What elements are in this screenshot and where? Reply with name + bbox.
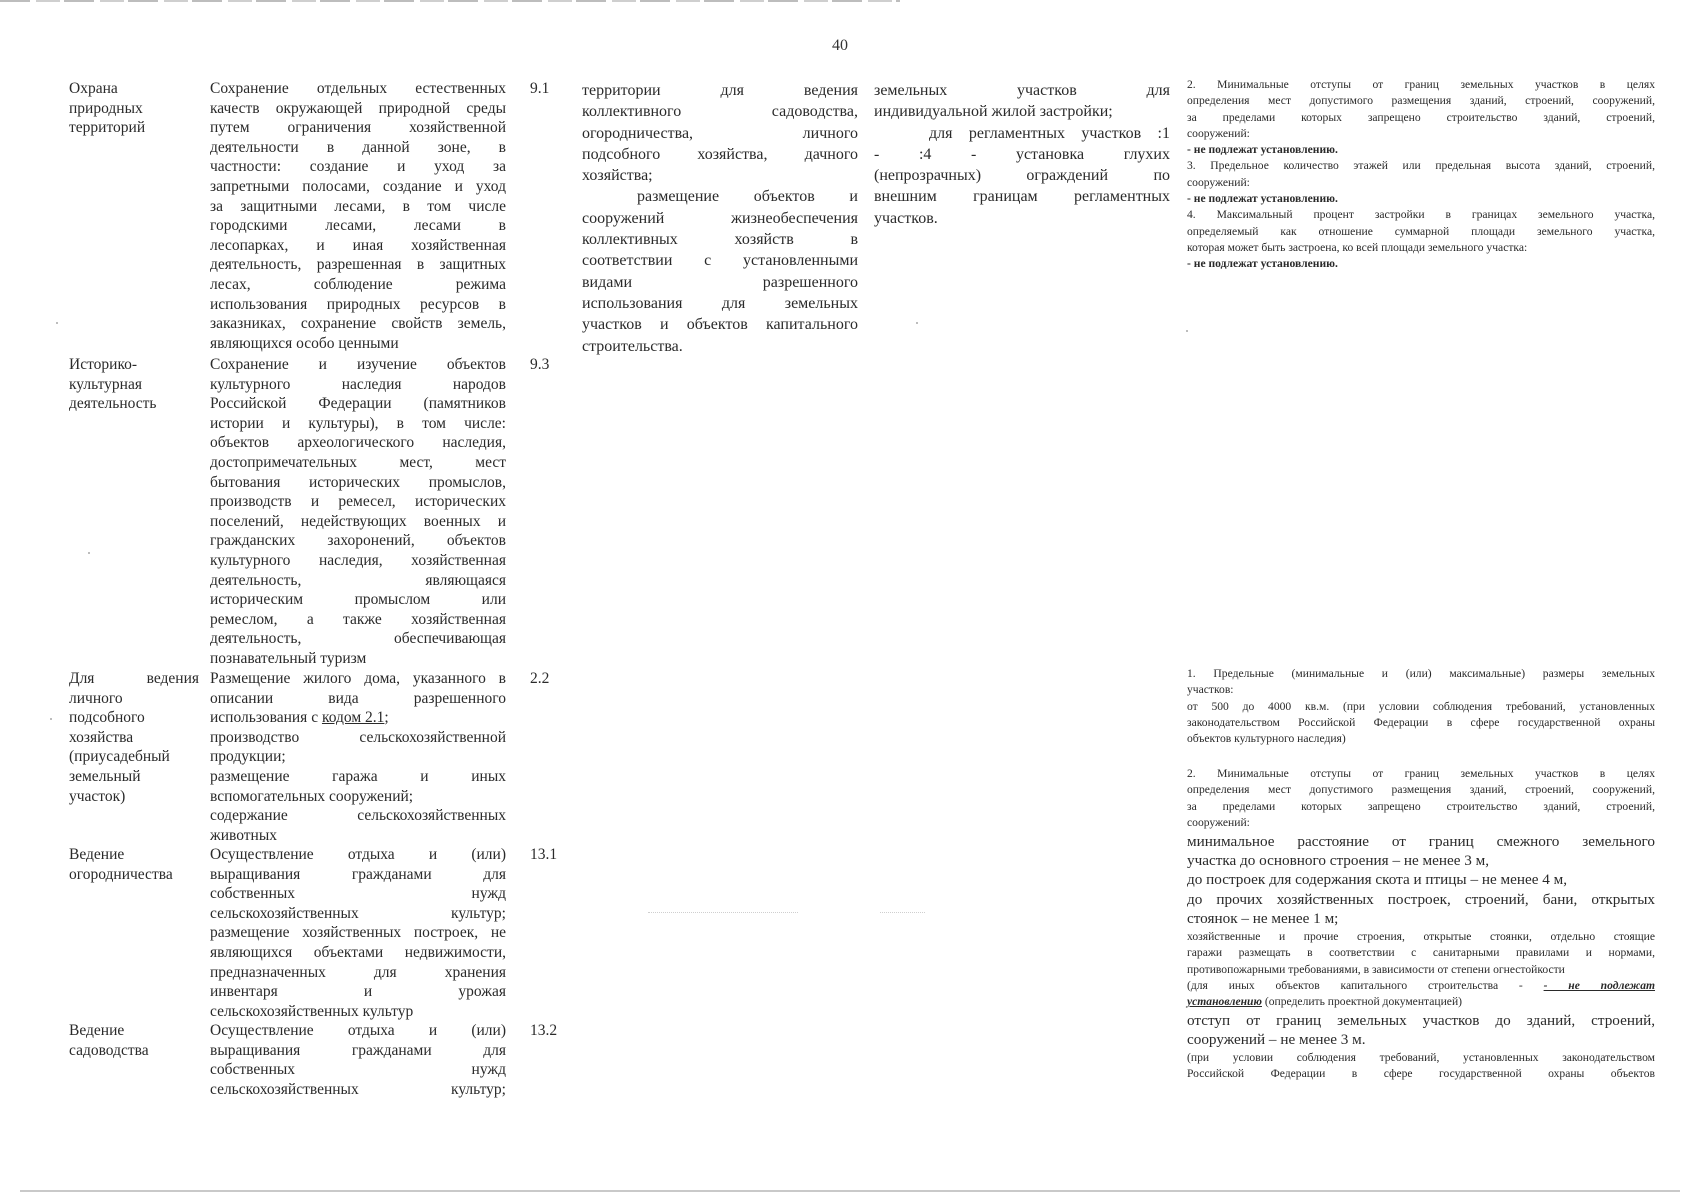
description-line: за защитными лесами, в том числе (210, 197, 506, 215)
text-line: участков и объектов капитального (582, 316, 858, 334)
description-line: являющихся особо ценными (210, 334, 399, 352)
param-line: объектов культурного наследия) (1187, 732, 1346, 746)
param-note: (определить проектной документацией) (1261, 995, 1463, 1009)
description-line: Сохранение и изучение объектов (210, 356, 506, 373)
scan-artifact (880, 912, 925, 914)
param-line: которая может быть застроена, ко всей площади земельного участка: (1187, 240, 1528, 254)
use-name-line: подсобного (69, 709, 145, 727)
parameters-outbuildings (1187, 929, 1655, 1010)
param-line: 2. Минимальные отступы от границ земельных участков в целях (1187, 767, 1655, 780)
description-line: деятельность, являющаяся (210, 571, 506, 589)
use-name-line: территорий (69, 119, 146, 137)
description-line: собственных нужд (210, 885, 506, 903)
text-line: внешним границам регламентных (874, 188, 1170, 206)
param-not-set: - не подлежат (1543, 978, 1656, 992)
scan-speck (56, 322, 58, 324)
use-name-nature-protection (69, 79, 199, 138)
text-line: соответствии с установленными (582, 252, 858, 270)
use-name-line: природных (69, 99, 143, 117)
text-line: подсобного хозяйства, дачного (582, 145, 858, 163)
use-name-line: участок) (69, 787, 126, 805)
description-line: гражданских захоронений, объектов (210, 532, 506, 550)
description-line: культурного наследия народов (210, 375, 506, 393)
description-line: описании вида разрешенного (210, 689, 506, 707)
param-line: (для иных объектов капитального строительства - (1187, 978, 1544, 992)
description-line: вспомогательных сооружений; (210, 787, 414, 805)
param-not-set: - не подлежат установлению. (1187, 192, 1338, 206)
scan-speck (50, 718, 52, 720)
description-line: заказниках, сохранение свойств земель, (210, 315, 506, 333)
description-line: Российской Федерации (памятников (210, 395, 506, 413)
text-line: сооружений жизнеобеспечения (582, 209, 858, 227)
use-name-line: (приусадебный (69, 748, 170, 766)
description-line: собственных нужд (210, 1061, 506, 1079)
description-line: являющихся объектами недвижимости, (210, 943, 506, 961)
param-line: Российской Федерации в сфере государственной охраны объектов (1187, 1067, 1655, 1081)
description-line: качеств окружающей природной среды (210, 99, 506, 117)
description-line: историческим промыслом или (210, 591, 506, 609)
param-line: участка до основного строения – не менее 3 м, (1187, 852, 1490, 870)
text-line: огородничества, личного (582, 124, 858, 142)
text-line: видами разрешенного (582, 273, 858, 291)
description-line: городскими лесами, лесами в (210, 217, 506, 235)
use-name-line: садоводства (69, 1041, 149, 1059)
description-line: достопримечательных мест, мест (210, 453, 506, 471)
description-line: животных (210, 826, 277, 844)
description-line: продукции; (210, 748, 286, 766)
text-line: строительства. (582, 337, 683, 355)
text-line: участков. (874, 209, 938, 227)
description-line-with-link (210, 708, 506, 728)
description-line: сельскохозяйственных культур; (210, 1080, 506, 1098)
use-name-line: Ведение (69, 846, 125, 863)
param-line: за пределами которых запрещено строительство зданий, строений, (1187, 110, 1655, 124)
use-name-line: хозяйства (69, 728, 134, 746)
param-not-set: - не подлежат установлению. (1187, 143, 1338, 157)
parameters-size (1187, 666, 1655, 747)
param-line: до построек для содержания скота и птицы – не менее 4 м, (1187, 871, 1568, 889)
parameters-distances (1187, 832, 1655, 928)
conditional-use-text (582, 80, 858, 357)
text-line: использования для земельных (582, 294, 858, 312)
description-line: размещение гаража и иных (210, 767, 506, 785)
description-line: поселений, недействующих военных и (210, 512, 506, 530)
param-line: сооружений: (1187, 126, 1250, 140)
use-code: 13.1 (530, 846, 558, 863)
param-line: хозяйственные и прочие строения, открытые стоянки, отдельно стоящие (1187, 930, 1655, 943)
param-line: сооружений: (1187, 175, 1250, 189)
description-line: деятельность, обеспечивающая (210, 630, 506, 648)
param-line: минимальное расстояние от границ смежного земельного (1187, 833, 1655, 850)
use-code: 9.1 (530, 80, 550, 97)
param-line: сооружений: (1187, 815, 1250, 829)
description-line: выращивания гражданами для (210, 865, 506, 883)
description-line: культурного наследия, хозяйственная (210, 551, 506, 569)
param-line: 3. Предельное количество этажей или предельная высота зданий, строений, (1187, 159, 1655, 173)
text-line: коллективных хозяйств в (582, 231, 858, 249)
param-line: определяемый как отношение суммарной площади земельного участка, (1187, 224, 1655, 238)
description-line: производств и ремесел, исторических (210, 493, 506, 511)
description-line: сельскохозяйственных культур; (210, 904, 506, 922)
param-line: за пределами которых запрещено строительство зданий, строений, (1187, 799, 1655, 813)
use-code: 13.2 (530, 1022, 558, 1039)
description-line: Размещение жилого дома, указанного в (210, 670, 506, 687)
text-line: территории для ведения (582, 82, 858, 99)
description-line: содержание сельскохозяйственных (210, 807, 506, 825)
use-name-line: Охрана (69, 80, 118, 97)
scan-speck (88, 552, 90, 554)
param-line: сооружений – не менее 3 м. (1187, 1031, 1366, 1049)
param-line: (при условии соблюдения требований, установленных законодательством (1187, 1051, 1655, 1064)
punctuation: ; (384, 709, 389, 727)
param-line: законодательством Российской Федерации в сфере государственной охраны (1187, 715, 1655, 729)
text-line: индивидуальной жилой застройки; (874, 103, 1113, 121)
param-line: определения мест допустимого размещения зданий, строений, сооружений, (1187, 94, 1655, 108)
description-line: лесопарках, и иная хозяйственная (210, 236, 506, 254)
description-line: бытования исторических промыслов, (210, 473, 506, 491)
parameters-top (1187, 77, 1655, 273)
description-line: ремеслом, а также хозяйственная (210, 610, 506, 628)
description-line: использования природных ресурсов в (210, 295, 506, 313)
use-name-gardening-veg (69, 845, 199, 884)
param-line: до прочих хозяйственных построек, строений, бани, открытых (1187, 890, 1655, 908)
param-not-set: - не подлежат установлению. (1187, 257, 1338, 271)
description-line: производство сельскохозяйственной (210, 728, 506, 746)
use-name-historical-cultural (69, 355, 199, 414)
use-name-orchard (69, 1021, 199, 1060)
use-description-nature-protection (210, 79, 506, 353)
param-not-set: установлению (1187, 995, 1262, 1009)
parameters-buildings-offset (1187, 1011, 1655, 1049)
description-line: Осуществление отдыха и (или) (210, 1022, 506, 1039)
use-name-line: Историко- (69, 356, 138, 373)
scan-artifact (648, 912, 798, 914)
param-line: противопожарными требованиями, в зависимости от степени огнестойкости (1187, 962, 1565, 976)
description-line: Сохранение отдельных естественных (210, 80, 506, 97)
param-line: 2. Минимальные отступы от границ земельных участков в целях (1187, 78, 1655, 91)
param-line: 4. Максимальный процент застройки в границах земельного участка, (1187, 208, 1655, 222)
description-line: сельскохозяйственных культур (210, 1002, 414, 1020)
param-line: определения мест допустимого размещения зданий, строений, сооружений, (1187, 783, 1655, 797)
text-line: (непрозрачных) ограждений по (874, 167, 1170, 185)
description-line: инвентаря и урожая (210, 983, 506, 1001)
description-line: размещение хозяйственных построек, не (210, 924, 506, 942)
use-name-line: личного (69, 689, 123, 707)
parameters-footnote (1187, 1050, 1655, 1083)
description-line: деятельность, разрешенная в защитных (210, 256, 506, 274)
scan-speck (916, 322, 918, 324)
description-line: частности: создание и уход за (210, 158, 506, 176)
use-code: 9.3 (530, 356, 550, 373)
scan-speck (1186, 330, 1188, 332)
text-line: земельных участков для (874, 82, 1170, 99)
description-line: выращивания гражданами для (210, 1041, 506, 1059)
scan-edge-bottom (20, 1190, 1680, 1192)
use-name-line: Для ведения (69, 670, 199, 687)
text-line: для регламентных участков :1 (929, 124, 1170, 142)
use-name-line: Ведение (69, 1022, 125, 1039)
use-description-private-farm (210, 669, 506, 845)
parameters-setbacks (1187, 766, 1655, 831)
restrictions-text (874, 80, 1170, 229)
code-link[interactable]: кодом 2.1 (321, 709, 385, 727)
page-number: 40 (832, 37, 848, 54)
text-line: - :4 - установка глухих (874, 145, 1170, 163)
use-name-line: огородничества (69, 865, 173, 883)
description-line: предназначенных для хранения (210, 963, 506, 981)
text-line: размещение объектов и (637, 188, 858, 206)
text-line: хозяйства; (582, 167, 653, 185)
description-line: познавательный туризм (210, 649, 367, 667)
use-name-line: деятельность (69, 395, 157, 413)
scan-edge-top (0, 0, 900, 2)
use-description-historical-cultural (210, 355, 506, 669)
text-line: коллективного садоводства, (582, 103, 858, 121)
description-line: использования с (210, 709, 322, 727)
param-line: 1. Предельные (минимальные и (или) максимальные) размеры земельных (1187, 667, 1655, 680)
description-line: деятельности в данной зоне, в (210, 138, 506, 156)
use-code: 2.2 (530, 670, 550, 687)
description-line: лесах, соблюдение режима (210, 275, 506, 293)
param-line: гаражи размещать в соответствии с санитарными правилами и нормами, (1187, 946, 1655, 960)
description-line: Осуществление отдыха и (или) (210, 846, 506, 863)
use-description-orchard (210, 1021, 506, 1099)
use-name-line: культурная (69, 375, 142, 393)
param-line: участков: (1187, 683, 1234, 697)
param-line: стоянок – не менее 1 м; (1187, 909, 1339, 927)
description-line: истории и культуры), в том числе: (210, 414, 506, 432)
description-line: объектов археологического наследия, (210, 434, 506, 452)
description-line: путем ограничения хозяйственной (210, 119, 506, 137)
param-line: от 500 до 4000 кв.м. (при условии соблюдения требований, установленных (1187, 699, 1655, 713)
param-line: отступ от границ земельных участков до зданий, строений, (1187, 1012, 1655, 1029)
use-name-line: земельный (69, 767, 141, 785)
description-line: запретными полосами, создание и уход (210, 177, 506, 195)
use-name-private-farm (69, 669, 199, 806)
use-description-gardening-veg (210, 845, 506, 1021)
